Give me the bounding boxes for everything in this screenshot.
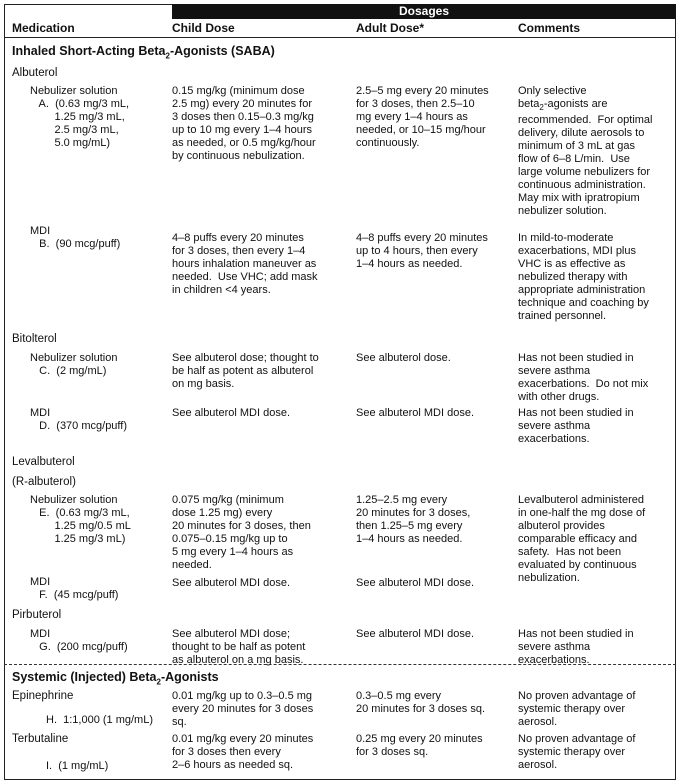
header-medication: Medication (12, 21, 75, 35)
header-adult-dose: Adult Dose* (356, 21, 425, 35)
adult-bitolterol-mdi: See albuterol MDI dose. (356, 407, 475, 419)
section-systemic: Systemic (Injected) Beta$_2$-Agonists (12, 670, 219, 687)
form-pirbuterol-mdi: MDI G. (200 mcg/puff) (30, 628, 128, 653)
drug-pirbuterol: Pirbuterol (12, 609, 62, 621)
drug-levalbuterol-alias: (R-albuterol) (12, 476, 76, 488)
adult-albuterol-neb: 2.5–5 mg every 20 minutes for 3 doses, then 2.5–10 mg every 1–4 hours as needed, or 10–15 mg/hour continuously. (356, 85, 489, 149)
child-epinephrine: 0.01 mg/kg up to 0.3–0.5 mg every 20 minutes for 3 doses sq. (172, 690, 314, 728)
form-albuterol-neb: Nebulizer solution A. (0.63 mg/3 mL, 1.25 mg/3 mL, 2.5 mg/3 mL, 5.0 mg/mL) (30, 85, 130, 149)
child-bitolterol-neb: See albuterol dose; thought to be half as potent as albuterol on mg basis. (172, 352, 319, 390)
adult-levalbuterol-neb: 1.25–2.5 mg every 20 minutes for 3 doses, then 1.25–5 mg every 1–4 hours as needed. (356, 494, 471, 545)
adult-levalbuterol-mdi: See albuterol MDI dose. (356, 577, 475, 589)
adult-terbutaline: 0.25 mg every 20 minutes for 3 doses sq. (356, 733, 483, 758)
comments-bitolterol-neb: Has not been studied in severe asthma exacerbations. Do not mix with other drugs. (518, 352, 649, 403)
child-albuterol-mdi: 4–8 puffs every 20 minutes for 3 doses, then every 1–4 hours inhalation maneuver as needed. Use VHC; add mask in children <4 years. (172, 232, 318, 296)
comments-bitolterol-mdi: Has not been studied in severe asthma exacerbations. (518, 407, 634, 445)
header-comments: Comments (518, 21, 581, 35)
adult-pirbuterol-mdi: See albuterol MDI dose. (356, 628, 475, 640)
drug-levalbuterol: Levalbuterol (12, 456, 75, 468)
section-saba: Inhaled Short-Acting Beta$_2$-Agonists (SABA) (12, 44, 275, 61)
form-levalbuterol-mdi: MDI F. (45 mcg/puff) (30, 576, 119, 601)
comments-albuterol-neb: Only selective beta$_2$-agonists are recommended. For optimal delivery, dilute aerosols to minimum of 3 mL at gas flow of 6–8 L/min. Use large volume nebulizers for continuous administration. May mix with ipratropium nebulizer solution. (518, 85, 653, 218)
comments-levalbuterol-neb: Levalbuterol administered in one-half the mg dose of albuterol provides comparable efficacy and safety. Has not been evaluated by continuous nebulization. (518, 494, 646, 584)
comments-epinephrine: No proven advantage of systemic therapy over aerosol. (518, 690, 636, 728)
form-terbutaline: I. (1 mg/mL) (46, 760, 109, 772)
child-albuterol-neb: 0.15 mg/kg (minimum dose 2.5 mg) every 20 minutes for 3 doses then 0.15–0.3 mg/kg up to 10 mg every 1–4 hours as needed, or 0.5 mg/kg/hour by continuous nebulization. (172, 85, 316, 162)
child-levalbuterol-neb: 0.075 mg/kg (minimum dose 1.25 mg) every 20 minutes for 3 doses, then 0.075–0.15 mg/kg up to 5 mg every 1–4 hours as needed. (172, 494, 311, 571)
form-epinephrine: H. 1:1,000 (1 mg/mL) (46, 714, 153, 726)
child-terbutaline: 0.01 mg/kg every 20 minutes for 3 doses then every 2–6 hours as needed sq. (172, 733, 314, 771)
dosages-header: Dosages (172, 4, 676, 19)
section-divider (4, 664, 676, 665)
drug-terbutaline: Terbutaline (12, 733, 69, 745)
adult-albuterol-mdi: 4–8 puffs every 20 minutes up to 4 hours, then every 1–4 hours as needed. (356, 232, 488, 270)
header-rule (4, 37, 676, 38)
comments-albuterol-mdi: In mild-to-moderate exacerbations, MDI plus VHC is as effective as nebulized therapy with appropriate administration technique and coaching by trained personnel. (518, 232, 649, 322)
form-albuterol-mdi: MDI B. (90 mcg/puff) (30, 225, 121, 250)
drug-epinephrine: Epinephrine (12, 690, 74, 702)
drug-bitolterol: Bitolterol (12, 333, 57, 345)
header-child-dose: Child Dose (172, 21, 235, 35)
comments-pirbuterol-mdi: Has not been studied in severe asthma exacerbations. (518, 628, 634, 666)
form-levalbuterol-neb: Nebulizer solution E. (0.63 mg/3 mL, 1.25 mg/0.5 mL 1.25 mg/3 mL) (30, 494, 131, 545)
form-bitolterol-neb: Nebulizer solution C. (2 mg/mL) (30, 352, 118, 377)
drug-albuterol: Albuterol (12, 67, 58, 79)
adult-bitolterol-neb: See albuterol dose. (356, 352, 451, 364)
comments-terbutaline: No proven advantage of systemic therapy over aerosol. (518, 733, 636, 771)
child-bitolterol-mdi: See albuterol MDI dose. (172, 407, 291, 419)
form-bitolterol-mdi: MDI D. (370 mcg/puff) (30, 407, 128, 432)
child-pirbuterol-mdi: See albuterol MDI dose; thought to be half as potent as albuterol on a mg basis. (172, 628, 306, 666)
child-levalbuterol-mdi: See albuterol MDI dose. (172, 577, 291, 589)
adult-epinephrine: 0.3–0.5 mg every 20 minutes for 3 doses sq. (356, 690, 486, 715)
